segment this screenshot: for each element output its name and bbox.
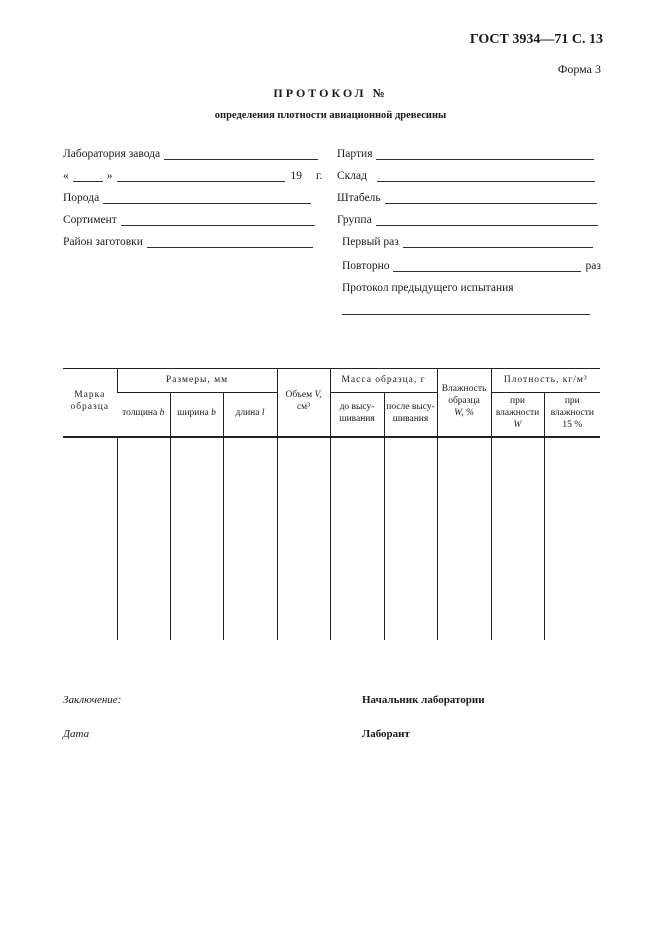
field-batch-line[interactable] (376, 149, 594, 160)
field-harvest-area (63, 236, 313, 248)
field-lab (63, 148, 318, 160)
field-prev-protocol-line[interactable] (342, 314, 590, 315)
field-repeat-line[interactable] (393, 261, 581, 272)
col-thickness: толщина h (117, 393, 170, 437)
field-species-label: Порода (63, 192, 100, 204)
cell-width[interactable] (170, 437, 223, 640)
table-row (63, 437, 600, 640)
date-label: Дата (63, 728, 90, 740)
cell-volume[interactable] (277, 437, 330, 640)
cell-mass-after[interactable] (384, 437, 437, 640)
cell-thickness[interactable] (117, 437, 170, 640)
field-harvest-area-line[interactable] (147, 237, 313, 248)
date-open-quote: « (63, 170, 69, 182)
field-date (63, 170, 322, 182)
col-width: ширина b (170, 393, 223, 437)
field-warehouse (337, 170, 595, 182)
field-first-time-label: Первый раз (342, 236, 399, 248)
cell-mass-before[interactable] (330, 437, 384, 640)
field-prev-protocol (342, 282, 514, 294)
field-day-line[interactable] (73, 171, 103, 182)
field-group-line[interactable] (376, 215, 598, 226)
field-species (63, 192, 311, 204)
field-repeat (342, 260, 601, 272)
lab-assistant-label: Лаборант (362, 728, 410, 740)
field-year: 19 (290, 170, 302, 182)
field-warehouse-label: Склад (337, 170, 367, 182)
protocol-title: ПРОТОКОЛ № (273, 86, 388, 100)
field-first-time (342, 236, 593, 248)
cell-density-at-w[interactable] (491, 437, 544, 640)
field-stack-label: Штабель (337, 192, 381, 204)
field-species-line[interactable] (103, 193, 311, 204)
field-repeat-suffix: раз (585, 260, 601, 272)
field-group (337, 214, 598, 226)
col-density-at-w: при влажности W (491, 393, 544, 437)
field-batch-label: Партия (337, 148, 373, 160)
field-assortment-line[interactable] (121, 215, 315, 226)
field-group-label: Группа (337, 214, 372, 226)
col-mass-before: до высу- шивания (330, 393, 384, 437)
col-mass-after: после высу- шивания (384, 393, 437, 437)
measurement-table (63, 368, 600, 640)
col-dims: Размеры, мм (117, 369, 277, 393)
col-mark: Марка образца (63, 369, 117, 437)
head-of-lab-label: Начальник лаборатории (362, 694, 485, 706)
date-close-quote: » (106, 170, 113, 182)
field-month-line[interactable] (117, 171, 285, 182)
field-assortment (63, 214, 315, 226)
field-lab-line[interactable] (164, 149, 318, 160)
document-header: ГОСТ 3934—71 С. 13 (469, 32, 603, 47)
field-warehouse-line[interactable] (377, 171, 595, 182)
col-density-at-15: при влажности 15 % (544, 393, 600, 437)
field-prev-protocol-label: Протокол предыдущего испытания (342, 282, 514, 294)
col-volume: Объем V, см³ (277, 369, 330, 437)
cell-length[interactable] (223, 437, 277, 640)
field-repeat-label: Повторно (342, 260, 390, 272)
cell-mark[interactable] (63, 437, 117, 640)
field-harvest-area-label: Район заготовки (63, 236, 143, 248)
col-length: длина l (223, 393, 277, 437)
field-assortment-label: Сортимент (63, 214, 117, 226)
field-year-suffix: г. (316, 170, 323, 182)
field-first-time-line[interactable] (403, 237, 593, 248)
field-stack (337, 192, 597, 204)
col-moisture: Влажность образца W, % (437, 369, 491, 437)
field-lab-label: Лаборатория завода (63, 148, 161, 160)
cell-moisture[interactable] (437, 437, 491, 640)
field-batch (337, 148, 594, 160)
field-stack-line[interactable] (385, 193, 597, 204)
protocol-subtitle: определения плотности авиационной древесины (214, 110, 447, 121)
conclusion-label: Заключение: (63, 694, 122, 706)
col-mass: Масса образца, г (330, 369, 437, 393)
cell-density-at-15[interactable] (544, 437, 600, 640)
col-density: Плотность, кг/м³ (491, 369, 600, 393)
form-number: Форма 3 (557, 62, 601, 76)
